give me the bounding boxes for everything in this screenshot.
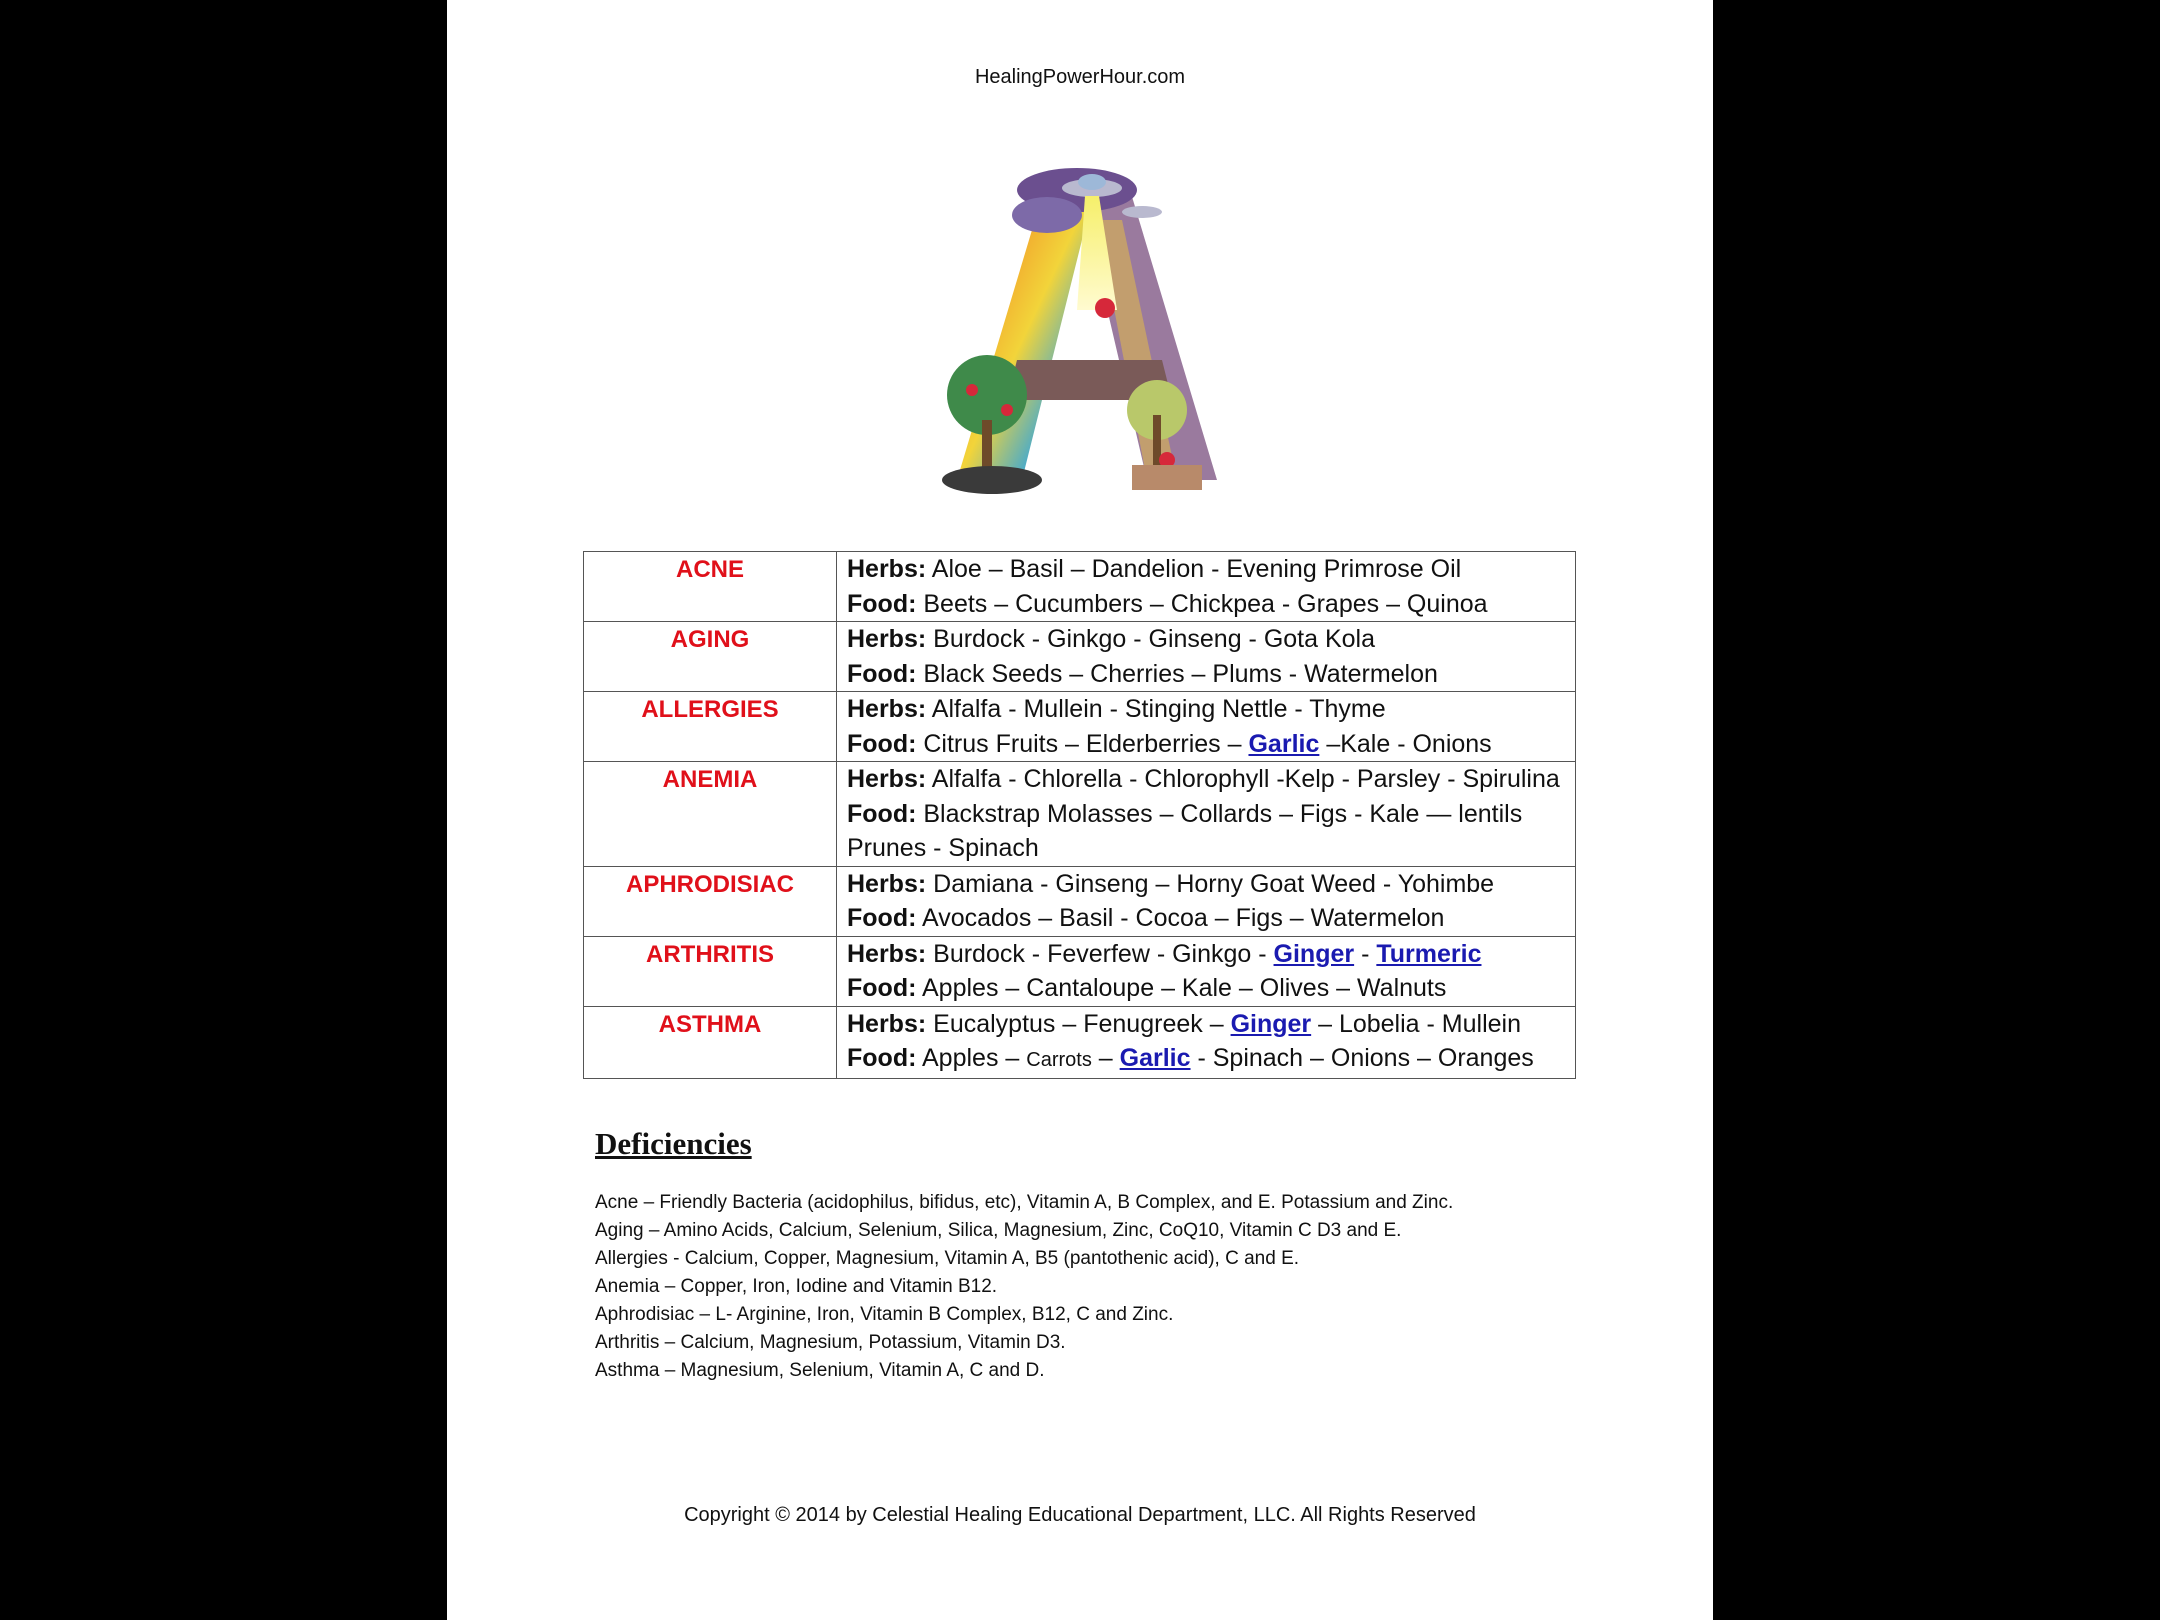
food-text-continued: Prunes - Spinach <box>847 834 1039 862</box>
list-item: Acne – Friendly Bacteria (acidophilus, bifidus, etc), Vitamin A, B Complex, and E. Potassium and Zinc. <box>595 1192 1454 1213</box>
table-row <box>584 692 1576 762</box>
herbs-text: Burdock - Feverfew - Ginkgo - <box>933 939 1267 968</box>
deficiencies-list <box>595 1189 1453 1385</box>
herbs-text: Aloe – Basil – Dandelion - Evening Primrose Oil <box>931 555 1462 583</box>
table-row <box>584 552 1576 622</box>
food-text: Carrots <box>1026 1049 1092 1071</box>
food-text: –Kale - Onions <box>1326 729 1492 758</box>
food-label: Food: <box>847 729 917 758</box>
herbs-text: - <box>1361 939 1370 968</box>
herbs-text: Eucalyptus – Fenugreek – <box>933 1009 1224 1038</box>
food-text: Apples – Cantaloupe – Kale – Olives – Walnuts <box>922 974 1447 1002</box>
table-row <box>584 762 1576 867</box>
illustrated-letter-a <box>927 160 1247 500</box>
herbs-text: Alfalfa - Chlorella - Chlorophyll -Kelp - Parsley - Spirulina <box>931 765 1560 793</box>
list-item: Aphrodisiac – L- Arginine, Iron, Vitamin B Complex, B12, C and Zinc. <box>595 1304 1174 1325</box>
site-name: HealingPowerHour.com <box>974 66 1186 88</box>
herbs-label: Herbs: <box>847 1009 927 1038</box>
remedy-cell <box>837 552 1576 622</box>
condition-cell: APHRODISIAC <box>584 866 837 936</box>
list-item: Arthritis – Calcium, Magnesium, Potassium, Vitamin D3. <box>595 1332 1066 1353</box>
food-text: Black Seeds – Cherries – Plums - Watermelon <box>923 659 1438 688</box>
ginger-link[interactable]: Ginger <box>1230 1009 1312 1038</box>
list-item: Allergies - Calcium, Copper, Magnesium, Vitamin A, B5 (pantothenic acid), C and E. <box>595 1248 1300 1269</box>
remedy-cell <box>837 762 1576 867</box>
herbs-label: Herbs: <box>847 695 927 723</box>
remedies-table <box>583 551 1576 1079</box>
food-label: Food: <box>847 1044 917 1072</box>
table-row <box>584 936 1576 1006</box>
condition-cell: ALLERGIES <box>584 692 837 762</box>
food-text: Beets – Cucumbers – Chickpea - Grapes – Quinoa <box>923 589 1488 618</box>
herbs-label: Herbs: <box>847 555 927 583</box>
food-text: - Spinach – Onions – Oranges <box>1197 1044 1534 1072</box>
food-text: – <box>1098 1044 1113 1072</box>
remedy-cell <box>837 692 1576 762</box>
condition-cell: AGING <box>584 622 837 692</box>
ginger-link[interactable]: Ginger <box>1273 939 1355 968</box>
condition-cell: ANEMIA <box>584 762 837 867</box>
condition-cell: ASTHMA <box>584 1006 837 1078</box>
food-text: Blackstrap Molasses – Collards – Figs - Kale — lentils <box>923 799 1523 828</box>
table-row <box>584 622 1576 692</box>
food-label: Food: <box>847 974 917 1002</box>
document-page <box>447 0 1713 1620</box>
list-item: Anemia – Copper, Iron, Iodine and Vitamin B12. <box>595 1276 998 1297</box>
food-text: Avocados – Basil - Cocoa – Figs – Watermelon <box>922 904 1445 932</box>
condition-cell: ACNE <box>584 552 837 622</box>
list-item: Aging – Amino Acids, Calcium, Selenium, Silica, Magnesium, Zinc, CoQ10, Vitamin C D3 and E. <box>595 1220 1402 1241</box>
food-label: Food: <box>847 799 917 828</box>
herbs-text: Burdock - Ginkgo - Ginseng - Gota Kola <box>933 625 1376 653</box>
food-label: Food: <box>847 904 917 932</box>
herbs-label: Herbs: <box>847 939 927 968</box>
food-text: Apples – <box>922 1044 1020 1072</box>
condition-cell: ARTHRITIS <box>584 936 837 1006</box>
remedy-cell <box>837 866 1576 936</box>
garlic-link[interactable]: Garlic <box>1248 729 1320 758</box>
table-row <box>584 1006 1576 1078</box>
herbs-text: – Lobelia - Mullein <box>1318 1009 1521 1038</box>
deficiencies-heading: Deficiencies <box>595 1126 752 1161</box>
herbs-label: Herbs: <box>847 869 927 898</box>
turmeric-link[interactable]: Turmeric <box>1376 939 1482 968</box>
herbs-text: Damiana - Ginseng – Horny Goat Weed - Yohimbe <box>933 869 1495 898</box>
remedy-cell <box>837 936 1576 1006</box>
herbs-label: Herbs: <box>847 765 927 793</box>
remedy-cell <box>837 622 1576 692</box>
garlic-link[interactable]: Garlic <box>1119 1044 1191 1072</box>
copyright-notice: Copyright © 2014 by Celestial Healing Educational Department, LLC. All Rights Reserved <box>684 1504 1476 1526</box>
herbs-label: Herbs: <box>847 625 927 653</box>
food-text: Citrus Fruits – Elderberries – <box>923 729 1242 758</box>
remedy-cell <box>837 1006 1576 1078</box>
food-label: Food: <box>847 659 917 688</box>
list-item: Asthma – Magnesium, Selenium, Vitamin A, C and D. <box>595 1360 1045 1381</box>
food-label: Food: <box>847 589 917 618</box>
table-row <box>584 866 1576 936</box>
herbs-text: Alfalfa - Mullein - Stinging Nettle - Thyme <box>931 695 1386 723</box>
